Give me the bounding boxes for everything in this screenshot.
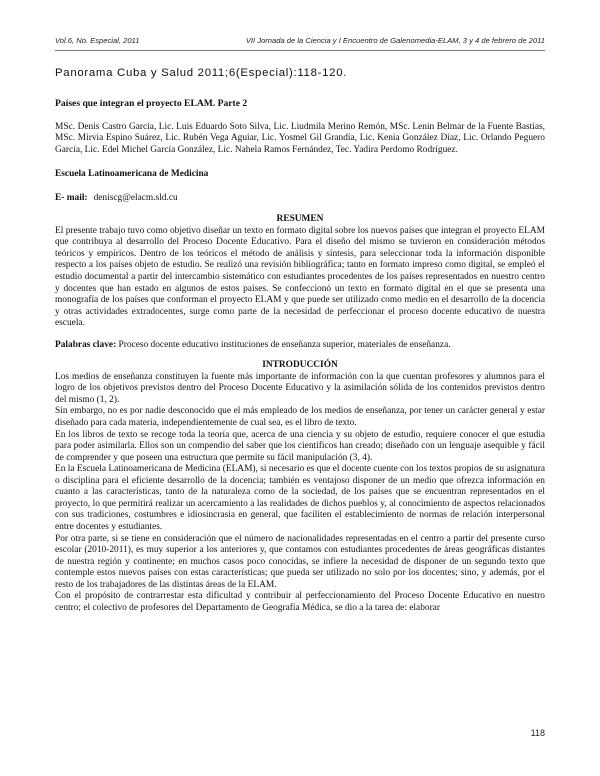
intro-paragraph: En los libros de texto se recoge toda la teoría que, acerca de una ciencia y su objeto de estudio, requiere conocer el que estudia para poder asimilarla. Ellos son un compendio del saber que los científicos han creado; diseñado con un lenguaje asequible y fácil de comprender y que poseen una estructura que permite su fácil manipulación (3, 4).	[55, 429, 545, 463]
running-header	[55, 36, 545, 50]
keywords-label: Palabras clave:	[55, 339, 117, 350]
header-divider	[55, 50, 545, 51]
page-number: 118	[530, 728, 545, 738]
author-list: MSc. Denis Castro García, Lic. Luis Eduardo Soto Silva, Lic. Liudmila Merino Remón, MSc. Lenin Belmar de la Fuente Bastías, MSc. Mirvia Espino Suárez, Lic. Rubén Vega Aguiar, Lic. Yosmel Gil Grandía, Lic. Kenia González Díaz, Lic. Orlando Peguero García, Lic. Edel Michel García González, Lic. Nahela Ramos Fernández, Tec. Yadira Perdomo Rodríguez.	[55, 121, 545, 155]
email-address: deniscg@elacm.sld.cu	[93, 192, 178, 203]
intro-paragraph: Por otra parte, si se tiene en consideración que el número de nacionalidades representadas en el centro a partir del presente curso escolar (2010-2011), es muy superior a los anteriores y, que contamos con estudiantes procedentes de áreas geográficas distantes de nuestra región y continente; en muchos casos poco conocidas, se infiere la necesidad de disponer de un segundo texto que contemple estos nuevos países con estas características; que pueda ser utilizado no solo por los docentes; sino, y además, por el resto de los trabajadores de las distintas áreas de la ELAM.	[55, 533, 545, 590]
email-line	[55, 193, 545, 205]
conference-label: VII Jornada de la Ciencia y I Encuentro de Galenomedia-ELAM, 3 y 4 de febrero de 2011	[245, 36, 545, 45]
introduction-heading: INTRODUCCIÓN	[262, 360, 338, 371]
intro-paragraph: En la Escuela Latinoamericana de Medicina (ELAM), si necesario es que el docente cuente con los textos propios de su asignatura o disciplina para el eficiente desarrollo de la docencia; también es ventajoso disponer de un medio que ofrezca información en cuanto a las características, tanto de la naturaleza como de la sociedad, de los países que se encuentran representados en el proyecto, lo que permitirá realizar un acercamiento a las realidades de dichos pueblos y, al conocimiento de aspectos relacionados con sus tradiciones, costumbres e idiosincrasia en general, que faciliten el establecimiento de normas de relación interpersonal entre docentes y estudiantes.	[55, 464, 545, 532]
abstract-heading: RESUMEN	[276, 214, 324, 225]
intro-paragraph: Los medios de enseñanza constituyen la fuente más importante de información con la que cuentan profesores y alumnos para el logro de los objetivos previstos dentro del Proceso Docente Educativo y la asimilación sólida de los contenidos previstos dentro del mismo (1, 2).	[55, 371, 545, 405]
abstract-body: El presente trabajo tuvo como objetivo diseñar un texto en formato digital sobre los nuevos países que integran el proyecto ELAM que contribuya al desarrollo del Proceso Docente Educativo. Para el diseño del mismo se tuvieron en consideración métodos teóricos y empíricos. Dentro de los teóricos el método de análisis y síntesis, para seleccionar toda la información disponible respecto a los países objeto de estudio. Se realizó una revisión bibliográfica; tanto en formato impreso como digital, se empleó el estudio documental a partir del intercambio sistemático con estudiantes procedentes de los países representados en nuestro centro y docentes que han estado en algunos de estos países. Se confeccionó un texto en formato digital en el que se presenta una monografía de los países que conforman el proyecto ELAM y que puede ser utilizado como medio en el desarrollo de la docencia y otras actividades extradocentes, surge como parte de la necesidad de perfeccionar el proceso docente educativo de nuestra escuela.	[55, 225, 545, 329]
citation-line: Panorama Cuba y Salud 2011;6(Especial):118-120.	[55, 67, 348, 79]
article-title: Países que integran el proyecto ELAM. Parte 2	[55, 98, 248, 109]
article-content	[55, 98, 545, 614]
keywords-line	[55, 340, 545, 352]
email-label: E- mail:	[55, 192, 88, 203]
journal-volume-label: Vol.6, No. Especial, 2011	[55, 36, 140, 45]
intro-paragraph: Sin embargo, no es por nadie desconocido que el más empleado de los medios de enseñanza, por tener un carácter general y estar diseñado para cada materia, independientemente de cual sea, es el libro de texto.	[55, 406, 545, 429]
keywords-text: Proceso docente educativo instituciones de enseñanza superior, materiales de enseñanza.	[118, 339, 451, 350]
institution-name: Escuela Latinoamericana de Medicina	[55, 169, 209, 180]
intro-paragraph: Con el propósito de contrarrestar esta dificultad y contribuir al perfeccionamiento del Proceso Docente Educativo en nuestro centro; el colectivo de profesores del Departamento de Geografía Médica, se dio a la tarea de: elaborar	[55, 591, 545, 613]
